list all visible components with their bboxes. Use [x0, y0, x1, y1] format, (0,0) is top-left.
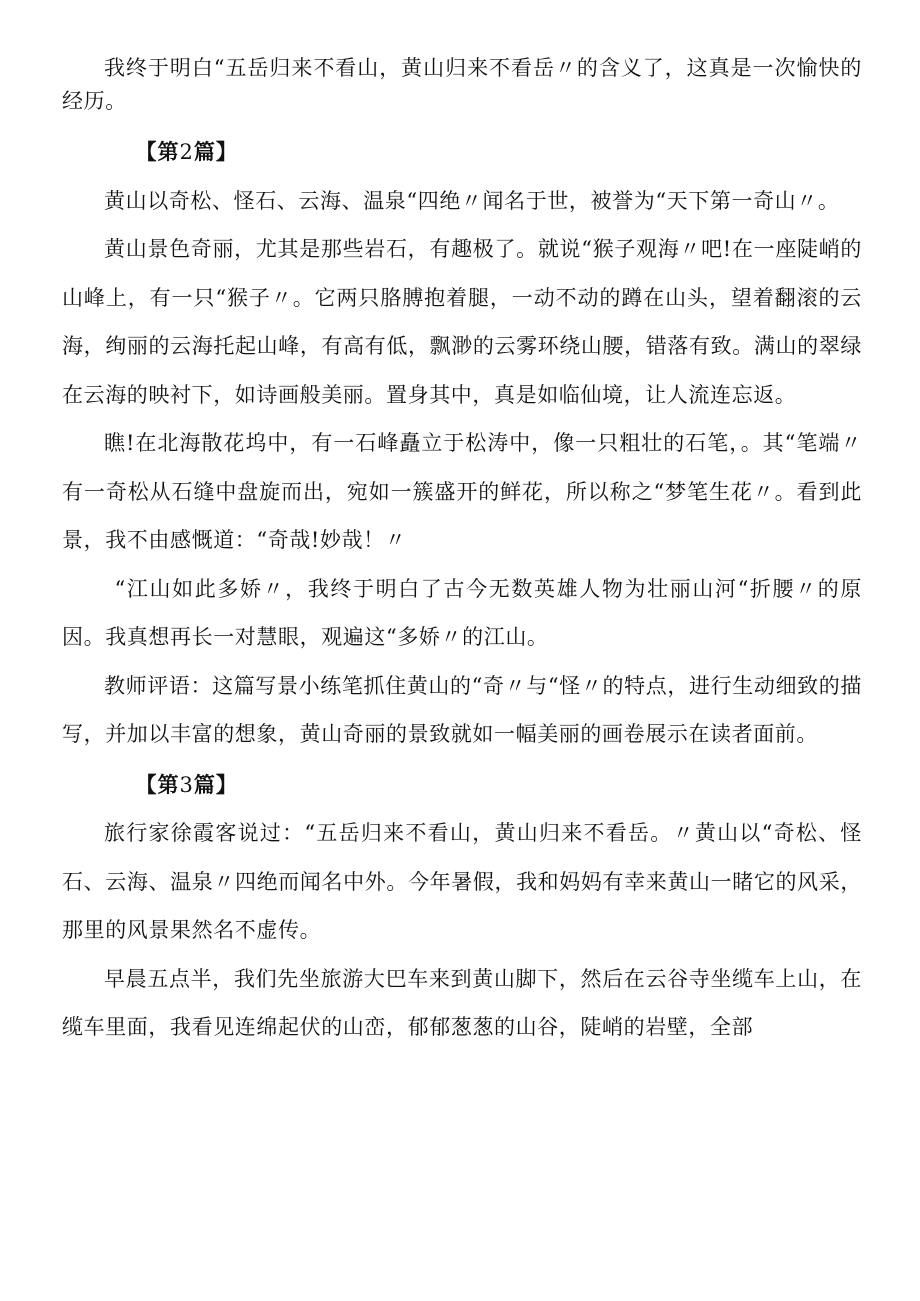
section-2-paragraph-1: 黄山以奇松、怪石、云海、温泉“四绝〃闻名于世，被誉为“天下第一奇山〃。	[104, 188, 840, 213]
section-2-paragraph-4: “江山如此多娇〃，我终于明白了古今无数英雄人物为壮丽山河“折腰〃的原因。我真想再长一对慧眼，观遍这“多娇〃的江山。	[62, 576, 862, 649]
section-2-heading	[62, 128, 862, 177]
section-2-heading-open: 【第	[135, 139, 180, 164]
teacher-comment: 教师评语：这篇写景小练笔抓住黄山的“奇〃与“怪〃的特点，进行生动细致的描写，并加以丰富的想象，黄山奇丽的景致就如一幅美丽的画卷展示在读者面前。	[62, 673, 862, 746]
section-3-paragraph-2: 早晨五点半，我们先坐旅游大巴车来到黄山脚下，然后在云谷寺坐缆车上山，在缆车里面，我看见连绵起伏的山峦，郁郁葱葱的山谷，陡峭的岩壁，全部	[62, 966, 862, 1039]
intro-paragraph: 我终于明白“五岳归来不看山，黄山归来不看岳〃的含义了，这真是一次愉快的经历。	[62, 56, 862, 113]
section-3-heading-open: 【第	[135, 771, 180, 797]
section-3-heading-num: 3	[179, 772, 194, 797]
section-3-paragraph-1: 旅行家徐霞客说过：“五岳归来不看山，黄山归来不看岳。〃黄山以“奇松、怪石、云海、温泉〃四绝而闻名中外。今年暑假，我和妈妈有幸来黄山一睹它的风采，那里的风景果然名不虚传。	[62, 821, 862, 942]
section-3-heading	[62, 761, 862, 810]
section-2-paragraph-3: 瞧!在北海散花坞中，有一石峰矗立于松涛中，像一只粗壮的石笔，。其“笔端〃有一奇松从石缝中盘旋而出，宛如一簇盛开的鲜花，所以称之“梦笔生花〃。看到此景，我不由感慨道：“奇哉!妙哉！〃	[62, 431, 862, 552]
document-page	[62, 52, 862, 1052]
section-3-heading-close: 篇】	[193, 771, 238, 797]
section-2-heading-num: 2	[179, 140, 194, 164]
section-2-heading-close: 篇】	[193, 139, 238, 164]
section-2-paragraph-2: 黄山景色奇丽，尤其是那些岩石，有趣极了。就说“猴子观海〃吧!在一座陡峭的山峰上，有一只“猴子〃。它两只胳膊抱着腿，一动不动的蹲在山头，望着翻滚的云海，绚丽的云海托起山峰，有高有低，飘渺的云雾环绕山腰，错落有致。满山的翠绿在云海的映衬下，如诗画般美丽。置身其中，真是如临仙境，让人流连忘返。	[62, 237, 862, 407]
